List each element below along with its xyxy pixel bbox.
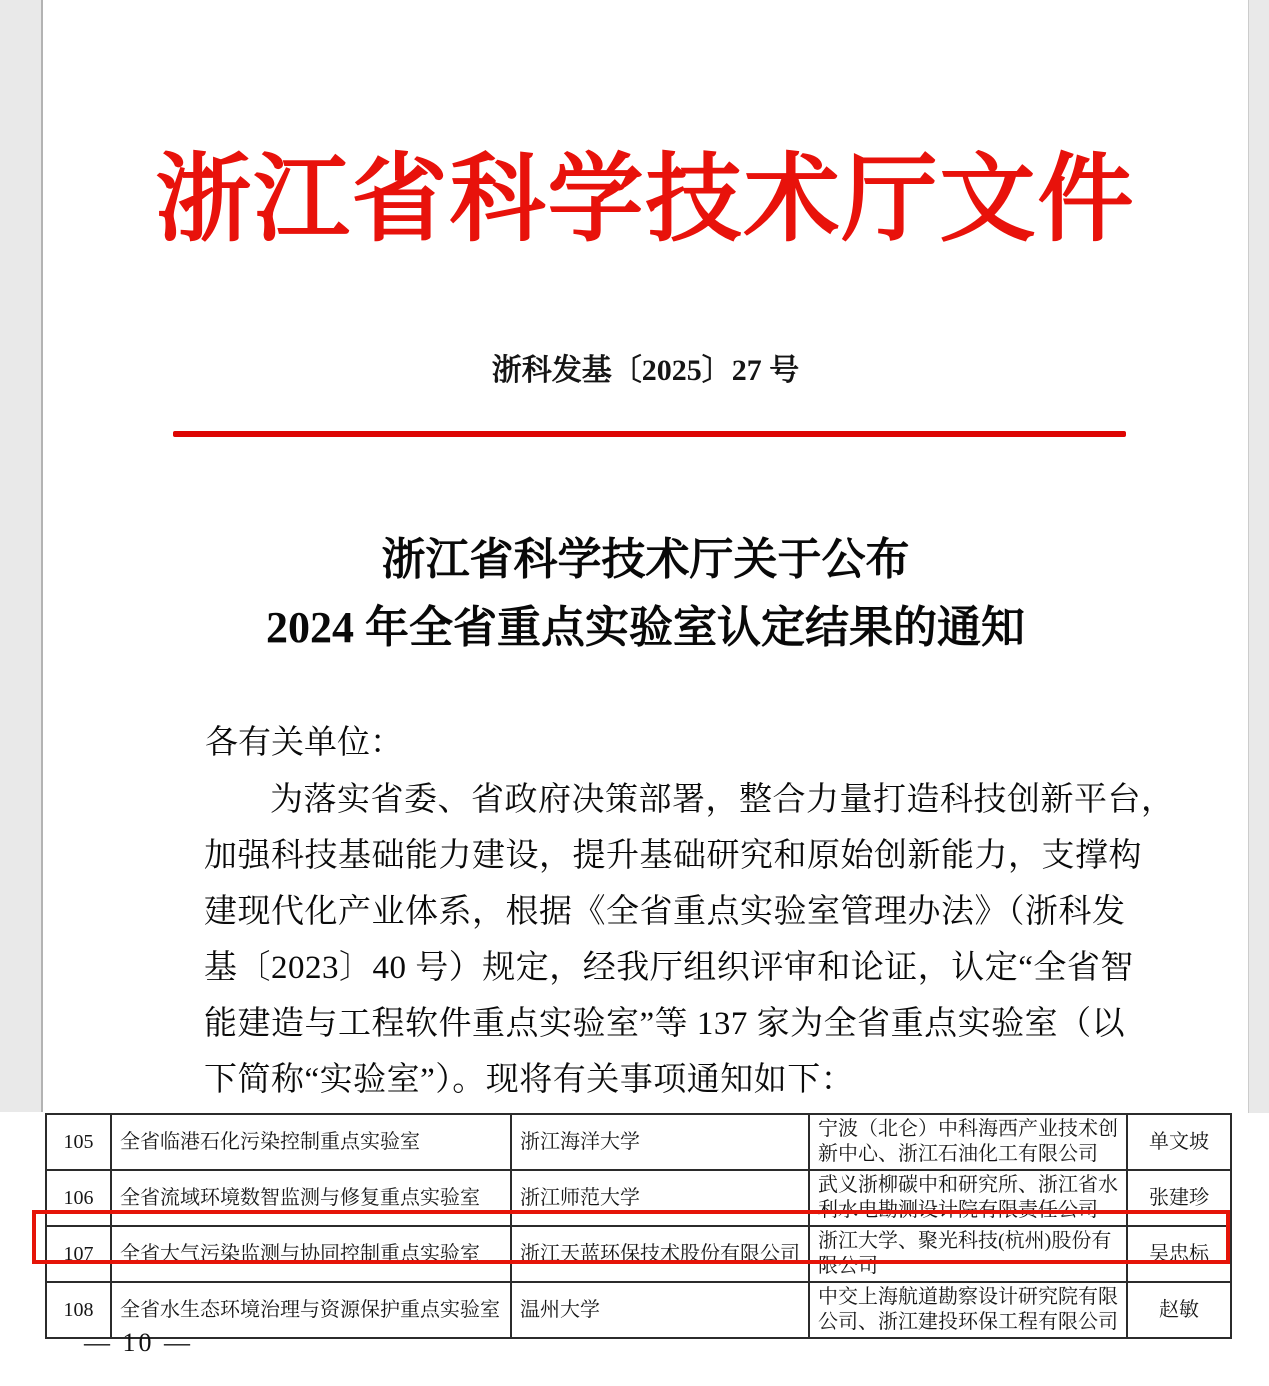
cell-lab-name: 全省临港石化污染控制重点实验室 <box>111 1114 511 1170</box>
cell-lab-name: 全省水生态环境治理与资源保护重点实验室 <box>111 1282 511 1338</box>
cell-lab-name: 全省大气污染监测与协同控制重点实验室 <box>111 1226 511 1282</box>
red-divider-line <box>173 431 1126 437</box>
body-paragraph <box>204 772 1175 1108</box>
cell-index: 106 <box>46 1170 111 1226</box>
table-row-highlighted <box>46 1226 1231 1282</box>
body-line: 建现代化产业体系，根据《全省重点实验室管理办法》（浙科发 <box>204 894 1126 930</box>
notice-title-line2: 2024 年全省重点实验室认定结果的通知 <box>266 603 1025 652</box>
left-margin <box>0 0 43 1112</box>
body-line: 能建造与工程软件重点实验室”等 137 家为全省重点实验室（以 <box>204 1006 1126 1042</box>
cell-host-unit: 浙江师范大学 <box>511 1170 809 1226</box>
cell-index: 108 <box>46 1282 111 1338</box>
cell-director: 赵敏 <box>1127 1282 1231 1338</box>
cell-host-unit: 浙江海洋大学 <box>511 1114 809 1170</box>
labs-table <box>45 1113 1232 1339</box>
cell-host-unit: 浙江天蓝环保技术股份有限公司 <box>511 1226 809 1282</box>
body-line: 为落实省委、省政府决策部署，整合力量打造科技创新平台， <box>270 782 1175 818</box>
cell-host-unit: 温州大学 <box>511 1282 809 1338</box>
salutation: 各有关单位： <box>205 725 403 761</box>
cell-director: 张建珍 <box>1127 1170 1231 1226</box>
body-line: 下简称“实验室”）。现将有关事项通知如下： <box>204 1062 855 1098</box>
cell-partner-units: 武义浙柳碳中和研究所、浙江省水利水电勘测设计院有限责任公司 <box>809 1170 1127 1226</box>
cell-partner-units: 浙江大学、聚光科技(杭州)股份有限公司 <box>809 1226 1127 1282</box>
cell-director: 单文坡 <box>1127 1114 1231 1170</box>
body-line: 加强科技基础能力建设，提升基础研究和原始创新能力，支撑构 <box>204 838 1142 874</box>
table-row <box>46 1170 1231 1226</box>
cell-partner-units: 中交上海航道勘察设计研究院有限公司、浙江建投环保工程有限公司 <box>809 1282 1127 1338</box>
cell-index: 105 <box>46 1114 111 1170</box>
table-row <box>46 1114 1231 1170</box>
table-row <box>46 1282 1231 1338</box>
cell-partner-units: 宁波（北仑）中科海西产业技术创新中心、浙江石油化工有限公司 <box>809 1114 1127 1170</box>
notice-title-line1: 浙江省科学技术厅关于公布 <box>381 535 910 584</box>
agency-header-title: 浙江省科学技术厅文件 <box>155 146 1136 253</box>
cell-lab-name: 全省流域环境数智监测与修复重点实验室 <box>111 1170 511 1226</box>
page-number: — 10 — <box>84 1328 193 1357</box>
doc-number: 浙科发基〔2025〕27 号 <box>491 354 800 387</box>
cell-index: 107 <box>46 1226 111 1282</box>
body-line: 基〔2023〕40 号）规定，经我厅组织评审和论证，认定“全省智 <box>204 950 1134 986</box>
notice-title <box>43 526 1248 662</box>
cell-director: 吴忠标 <box>1127 1226 1231 1282</box>
right-margin <box>1248 0 1269 1113</box>
